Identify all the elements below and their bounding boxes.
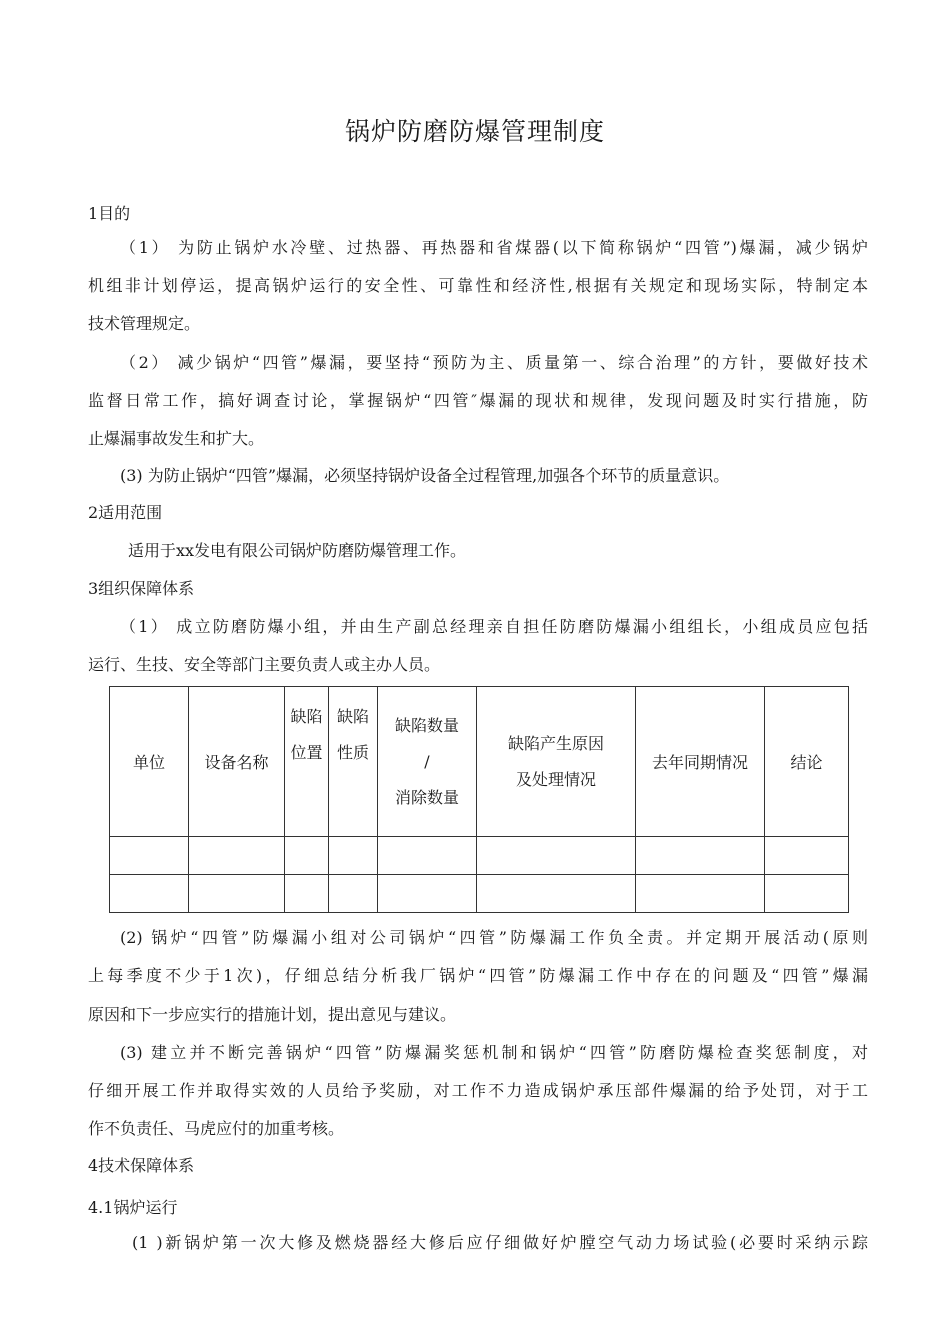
header-cell-unit: 单位 <box>110 687 189 837</box>
header-cell-equipment: 设备名称 <box>189 687 285 837</box>
paragraph-line: (3) 建立并不断完善锅炉“四管”防爆漏奖惩机制和锅炉“四管”防磨防爆检查奖惩制度，对 <box>120 1043 868 1062</box>
paragraph-line: 止爆漏事故发生和扩大。 <box>88 429 265 448</box>
table-cell <box>329 875 378 913</box>
paragraph-line: (1 )新锅炉第一次大修及燃烧器经大修后应仔细做好炉膛空气动力场试验(必要时采纳示踪 <box>132 1233 868 1252</box>
paragraph-line: （1） 为防止锅炉水冷壁、过热器、再热器和省煤器(以下简称锅炉“四管”)爆漏，减少锅炉 <box>120 238 868 257</box>
paragraph-line: 适用于xx发电有限公司锅炉防磨防爆管理工作。 <box>128 541 467 560</box>
header-cell-last-year: 去年同期情况 <box>636 687 765 837</box>
paragraph-line: (3) 为防止锅炉“四管”爆漏，必须坚持锅炉设备全过程管理,加强各个环节的质量意识。 <box>120 466 730 485</box>
paragraph-line: 原因和下一步应实行的措施计划，提出意见与建议。 <box>88 1005 457 1024</box>
table-cell <box>285 875 329 913</box>
paragraph-line: （1） 成立防磨防爆小组，并由生产副总经理亲自担任防磨防爆漏小组组长，小组成员应包括 <box>120 617 868 636</box>
section-heading-organization: 3组织保障体系 <box>88 579 195 598</box>
table-cell <box>765 875 849 913</box>
paragraph-line: 上每季度不少于1次)，仔细总结分析我厂锅炉“四管”防爆漏工作中存在的问题及“四管”爆漏 <box>88 966 868 985</box>
table-cell <box>189 837 285 875</box>
paragraph-line: 技术管理规定。 <box>88 314 201 333</box>
paragraph-line: (2) 锅炉“四管”防爆漏小组对公司锅炉“四管”防爆漏工作负全责。并定期开展活动(原则 <box>120 928 868 947</box>
section-heading-scope: 2适用范围 <box>88 503 163 522</box>
paragraph-line: 机组非计划停运，提高锅炉运行的安全性、可靠性和经济性,根据有关规定和现场实际，特制定本 <box>88 276 868 295</box>
section-heading-purpose: 1目的 <box>88 204 131 223</box>
defect-table <box>109 686 849 913</box>
header-cell-conclusion: 结论 <box>765 687 849 837</box>
table-cell <box>189 875 285 913</box>
table-row <box>110 837 849 875</box>
table-cell <box>285 837 329 875</box>
paragraph-line: 运行、生技、安全等部门主要负责人或主办人员。 <box>88 655 441 674</box>
header-cell-defect-nature: 缺陷 性质 <box>329 687 378 837</box>
paragraph-line: 监督日常工作，搞好调查讨论，掌握锅炉“四管″爆漏的现状和规律，发现问题及时实行措施，防 <box>88 391 868 410</box>
header-cell-defect-position: 缺陷 位置 <box>285 687 329 837</box>
table-cell <box>378 837 477 875</box>
table-cell <box>636 875 765 913</box>
table-cell <box>765 837 849 875</box>
section-heading-technical: 4技术保障体系 <box>88 1156 195 1175</box>
table-cell <box>378 875 477 913</box>
table-row <box>110 875 849 913</box>
table-header-row <box>110 687 849 837</box>
table-cell <box>477 875 636 913</box>
paragraph-line: （2） 减少锅炉“四管”爆漏，要坚持“预防为主、质量第一、综合治理”的方针，要做好技术 <box>120 353 868 372</box>
header-cell-cause: 缺陷产生原因 及处理情况 <box>477 687 636 837</box>
paragraph-line: 作不负责任、马虎应付的加重考核。 <box>88 1119 345 1138</box>
paragraph-line: 仔细开展工作并取得实效的人员给予奖励，对工作不力造成锅炉承压部件爆漏的给予处罚，对于工 <box>88 1081 868 1100</box>
table-cell <box>110 875 189 913</box>
document-title: 锅炉防磨防爆管理制度 <box>344 117 605 146</box>
table-cell <box>477 837 636 875</box>
header-cell-defect-quantity: 缺陷数量 / 消除数量 <box>378 687 477 837</box>
table-cell <box>329 837 378 875</box>
table-cell <box>636 837 765 875</box>
subsection-heading-boiler-operation: 4.1锅炉运行 <box>88 1198 178 1217</box>
table-cell <box>110 837 189 875</box>
